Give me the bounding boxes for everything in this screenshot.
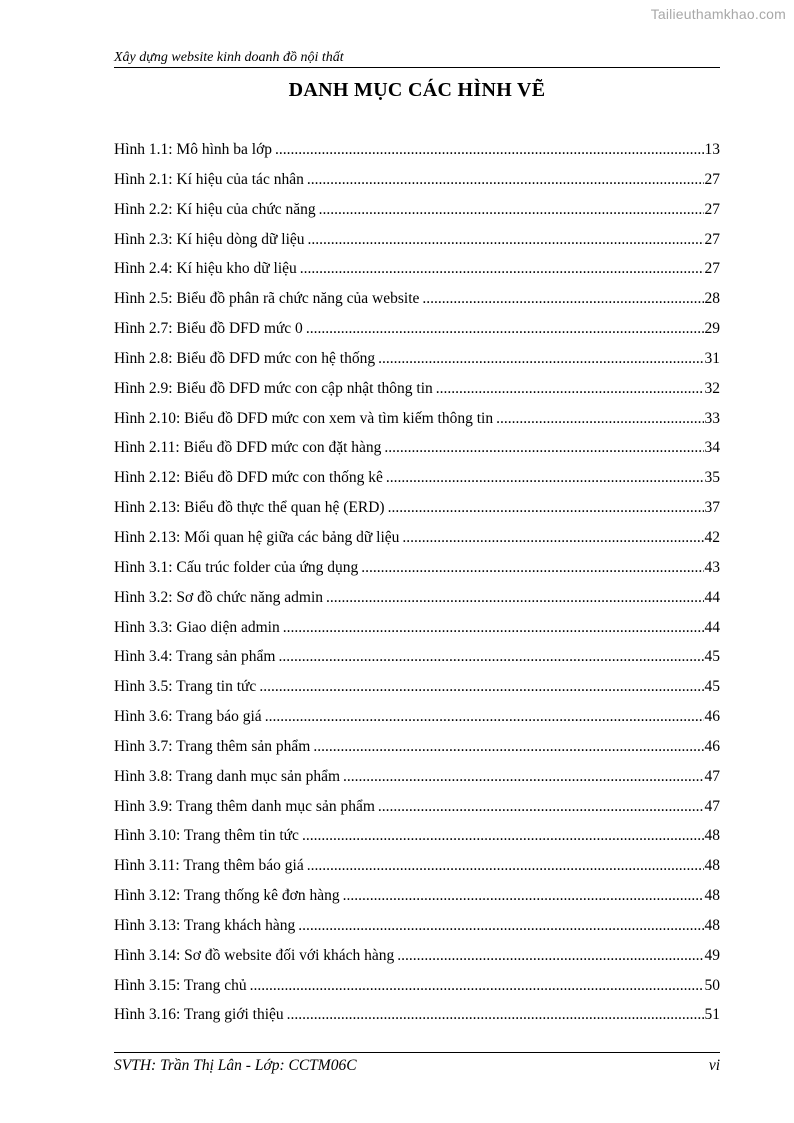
dot-leader xyxy=(326,589,703,607)
toc-entry[interactable] xyxy=(114,380,720,410)
toc-entry[interactable] xyxy=(114,201,720,231)
dot-leader xyxy=(378,350,703,368)
dot-leader xyxy=(319,201,704,219)
toc-entry-label: Hình 3.11: Trang thêm báo giá xyxy=(114,857,304,875)
dot-leader xyxy=(308,231,704,249)
dot-leader xyxy=(386,469,704,487)
toc-entry-label: Hình 3.4: Trang sản phẩm xyxy=(114,648,276,666)
toc-entry-label: Hình 3.10: Trang thêm tin tức xyxy=(114,827,299,845)
toc-entry-page: 35 xyxy=(704,469,720,487)
running-header: Xây dựng website kinh doanh đồ nội thất xyxy=(114,50,720,68)
dot-leader xyxy=(287,1006,704,1024)
toc-entry-label: Hình 2.2: Kí hiệu của chức năng xyxy=(114,200,316,218)
toc-entry[interactable] xyxy=(114,260,720,290)
dot-leader xyxy=(436,380,704,398)
dot-leader xyxy=(259,678,703,696)
toc-entry-label: Hình 2.12: Biểu đồ DFD mức con thống kê xyxy=(114,469,383,487)
toc-entry-page: 51 xyxy=(704,1006,720,1024)
dot-leader xyxy=(378,798,704,816)
toc-entry-label: Hình 3.13: Trang khách hàng xyxy=(114,916,296,934)
dot-leader xyxy=(307,857,704,875)
toc-entry-page: 49 xyxy=(704,946,720,964)
toc-entry[interactable] xyxy=(114,648,720,678)
toc-entry[interactable] xyxy=(114,290,720,320)
toc-entry-page: 47 xyxy=(704,797,720,815)
toc-entry[interactable] xyxy=(114,947,720,977)
toc-entry-label: Hình 3.9: Trang thêm danh mục sản phẩm xyxy=(114,797,375,815)
toc-entry-page: 44 xyxy=(704,618,720,636)
watermark-text: Tailieuthamkhao.com xyxy=(650,6,786,22)
toc-entry-page: 45 xyxy=(704,678,720,696)
toc-entry-page: 50 xyxy=(704,976,720,994)
toc-entry[interactable] xyxy=(114,827,720,857)
toc-entry[interactable] xyxy=(114,977,720,1007)
dot-leader xyxy=(422,290,703,308)
toc-entry[interactable] xyxy=(114,439,720,469)
toc-entry-label: Hình 2.9: Biểu đồ DFD mức con cập nhật thông tin xyxy=(114,379,433,397)
toc-entry-label: Hình 2.3: Kí hiệu dòng dữ liệu xyxy=(114,230,305,248)
toc-entry-label: Hình 3.16: Trang giới thiệu xyxy=(114,1006,284,1024)
toc-entry[interactable] xyxy=(114,171,720,201)
page-title: DANH MỤC CÁC HÌNH VẼ xyxy=(288,79,546,101)
toc-entry-page: 47 xyxy=(704,767,720,785)
dot-leader xyxy=(361,559,703,577)
toc-entry-label: Hình 2.10: Biểu đồ DFD mức con xem và tìm kiếm thông tin xyxy=(114,409,494,427)
dot-leader xyxy=(306,320,704,338)
toc-entry[interactable] xyxy=(114,857,720,887)
toc-entry[interactable] xyxy=(114,410,720,440)
toc-entry[interactable] xyxy=(114,768,720,798)
dot-leader xyxy=(283,619,704,637)
toc-entry-label: Hình 3.12: Trang thống kê đơn hàng xyxy=(114,887,340,905)
toc-entry-page: 48 xyxy=(704,887,720,905)
toc-entry[interactable] xyxy=(114,141,720,171)
toc-entry-page: 43 xyxy=(704,558,720,576)
page-footer xyxy=(114,1052,720,1075)
toc-entry-label: Hình 2.7: Biểu đồ DFD mức 0 xyxy=(114,320,303,338)
toc-entry-label: Hình 3.5: Trang tin tức xyxy=(114,678,257,696)
toc-entry-label: Hình 2.4: Kí hiệu kho dữ liệu xyxy=(114,260,297,278)
toc-entry-label: Hình 1.1: Mô hình ba lớp xyxy=(114,141,273,158)
toc-entry[interactable] xyxy=(114,320,720,350)
toc-entry-page: 46 xyxy=(704,737,720,755)
figure-list xyxy=(114,141,720,1036)
dot-leader xyxy=(265,708,704,726)
toc-entry[interactable] xyxy=(114,887,720,917)
toc-entry-page: 48 xyxy=(704,857,720,875)
toc-entry[interactable] xyxy=(114,469,720,499)
toc-entry-page: 29 xyxy=(704,320,720,338)
dot-leader xyxy=(343,887,704,905)
footer-author: SVTH: Trần Thị Lân - Lớp: CCTM06C xyxy=(114,1057,357,1074)
toc-entry[interactable] xyxy=(114,619,720,649)
toc-entry-label: Hình 3.7: Trang thêm sản phẩm xyxy=(114,737,311,755)
toc-entry-page: 48 xyxy=(704,827,720,845)
toc-entry-page: 45 xyxy=(704,648,720,666)
toc-entry[interactable] xyxy=(114,559,720,589)
toc-entry-page: 27 xyxy=(704,200,720,218)
dot-leader xyxy=(384,439,703,457)
toc-entry-label: Hình 2.1: Kí hiệu của tác nhân xyxy=(114,170,304,188)
dot-leader xyxy=(250,977,704,995)
dot-leader xyxy=(397,947,703,965)
toc-entry-label: Hình 2.13: Mối quan hệ giữa các bảng dữ liệu xyxy=(114,528,400,546)
toc-entry[interactable] xyxy=(114,529,720,559)
dot-leader xyxy=(388,499,704,517)
toc-entry[interactable] xyxy=(114,738,720,768)
toc-entry-page: 31 xyxy=(704,349,720,367)
toc-entry-page: 32 xyxy=(704,379,720,397)
toc-entry-label: Hình 3.3: Giao diện admin xyxy=(114,618,280,636)
toc-entry-page: 27 xyxy=(704,230,720,248)
toc-entry[interactable] xyxy=(114,678,720,708)
toc-entry-label: Hình 3.8: Trang danh mục sản phẩm xyxy=(114,767,341,785)
toc-entry-label: Hình 3.15: Trang chủ xyxy=(114,976,247,994)
dot-leader xyxy=(496,410,703,428)
toc-entry[interactable] xyxy=(114,231,720,261)
footer-page-number: vi xyxy=(708,1057,720,1074)
toc-entry-page: 48 xyxy=(704,916,720,934)
toc-entry-page: 27 xyxy=(704,170,720,188)
toc-entry-page: 37 xyxy=(704,499,720,517)
toc-entry-label: Hình 3.2: Sơ đồ chức năng admin xyxy=(114,588,324,606)
toc-entry-label: Hình 2.5: Biểu đồ phân rã chức năng của website xyxy=(114,290,420,308)
toc-entry-page: 27 xyxy=(704,260,720,278)
dot-leader xyxy=(313,738,703,756)
dot-leader xyxy=(275,141,703,159)
dot-leader xyxy=(302,827,704,845)
dot-leader xyxy=(307,171,704,189)
toc-entry-label: Hình 3.14: Sơ đồ website đối với khách hàng xyxy=(114,946,395,964)
toc-entry[interactable] xyxy=(114,917,720,947)
toc-entry-label: Hình 2.8: Biểu đồ DFD mức con hệ thống xyxy=(114,349,376,367)
dot-leader xyxy=(300,260,704,278)
toc-entry-page: 34 xyxy=(704,439,720,457)
toc-entry[interactable] xyxy=(114,589,720,619)
toc-entry-page: 33 xyxy=(704,409,720,427)
dot-leader xyxy=(278,648,703,666)
toc-entry-page: 42 xyxy=(704,528,720,546)
toc-entry[interactable] xyxy=(114,708,720,738)
toc-entry-label: Hình 3.6: Trang báo giá xyxy=(114,708,262,726)
toc-entry-page: 13 xyxy=(704,141,720,158)
dot-leader xyxy=(298,917,703,935)
dot-leader xyxy=(402,529,703,547)
toc-entry-label: Hình 2.11: Biểu đồ DFD mức con đặt hàng xyxy=(114,439,382,457)
toc-entry-label: Hình 3.1: Cấu trúc folder của ứng dụng xyxy=(114,558,359,576)
toc-entry-page: 46 xyxy=(704,708,720,726)
toc-entry-label: Hình 2.13: Biểu đồ thực thể quan hệ (ERD) xyxy=(114,499,385,517)
toc-entry-page: 44 xyxy=(704,588,720,606)
toc-entry[interactable] xyxy=(114,499,720,529)
dot-leader xyxy=(343,768,703,786)
toc-entry[interactable] xyxy=(114,798,720,828)
toc-entry[interactable] xyxy=(114,350,720,380)
toc-entry-page: 28 xyxy=(704,290,720,308)
toc-entry[interactable] xyxy=(114,1006,720,1036)
